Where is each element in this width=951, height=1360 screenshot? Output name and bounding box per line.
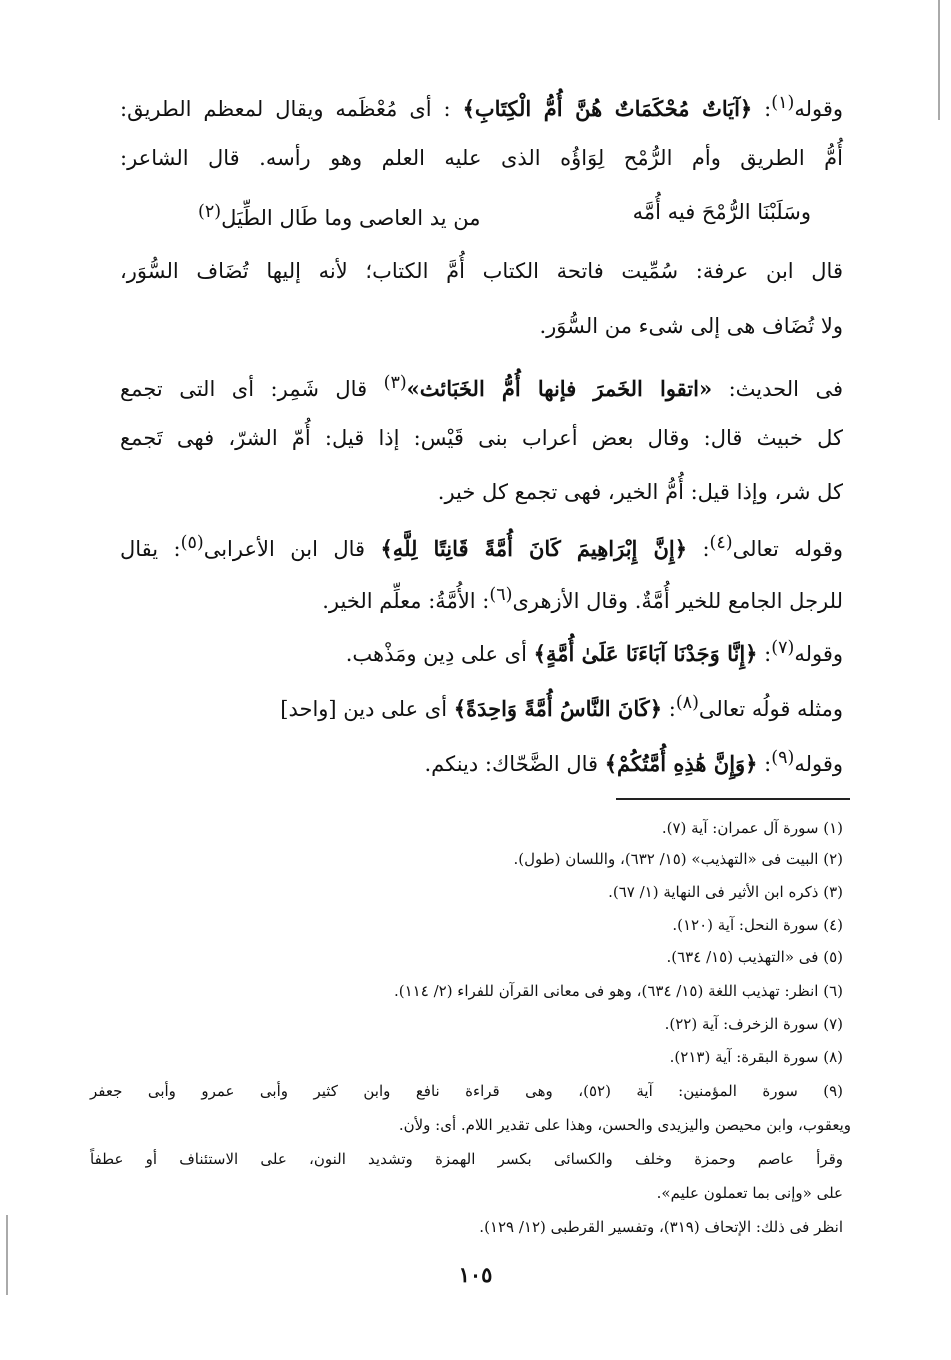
footnote-ref: (٦) bbox=[489, 585, 513, 605]
footnote: (١) سورة آل عمران: آية (٧). bbox=[661, 819, 843, 837]
text-line bbox=[120, 256, 843, 286]
text-span: قال الضَّحّاك: دينكم. bbox=[424, 752, 605, 776]
scan-edge-mark bbox=[938, 0, 940, 120]
footnote-separator bbox=[616, 798, 850, 800]
footnote-continuation: على «وإنى بما تعملون عليم». bbox=[656, 1184, 843, 1202]
text-span: : bbox=[662, 697, 676, 721]
footnote: (٧) سورة الزخرف: آية (٢٢). bbox=[664, 1015, 843, 1033]
footnote: (٤) سورة النحل: آية (١٢٠). bbox=[672, 916, 843, 934]
text-span: : bbox=[757, 642, 772, 666]
text-line bbox=[120, 528, 843, 564]
text-span: : bbox=[757, 752, 772, 776]
footnote: (٩) سورة المؤمنين: آية (٥٢)، وهى قراءة نافع وابن كثير وأبى عمرو وأبى جعفر bbox=[90, 1082, 843, 1100]
text-span: : bbox=[752, 97, 772, 121]
verse-text: وسَلَبْنَا الرُّمْحَ فيه أُمَّه bbox=[632, 200, 811, 224]
text-line bbox=[120, 311, 843, 341]
footnote: (٢) البيت فى «التهذيب» (١٥/ ٦٣٢)، واللسان (طول). bbox=[513, 850, 843, 868]
footnote-continuation: انظر فى ذلك: الإتحاف (٣١٩)، وتفسير القرطبى (١٢/ ١٢٩). bbox=[479, 1218, 843, 1236]
text-line bbox=[120, 477, 843, 507]
text-line bbox=[120, 688, 843, 724]
footnote: (٦) انظر: تهذيب اللغة (١٥/ ٦٣٤)، وهو فى معانى القرآن للفراء (٢/ ١١٤). bbox=[394, 982, 843, 1000]
text-span: ومثله قولُه تعالى bbox=[698, 697, 843, 721]
verse-first-hemistich bbox=[633, 197, 811, 227]
text-span: : bbox=[687, 537, 710, 561]
text-span: قال ابن عرفة: سُمِّيت فاتحة الكتاب أُمَّ الكتاب؛ لأنه إليها تُضَاف السُّوَر، bbox=[120, 259, 843, 283]
scan-edge-mark bbox=[6, 1215, 8, 1295]
footnote-continuation: وقرأ عاصم وحمزة وخلف والكسائى بكسر الهمزة وتشديد النون، على الاستئناف أو عطفاً bbox=[90, 1150, 843, 1168]
quran-quote: ﴿إِنَّ إِبْرَاهِيمَ كَانَ أُمَّةً قَانِتًا لِلَّهِ﴾ bbox=[380, 536, 688, 561]
footnote-ref: (٨) bbox=[675, 693, 699, 713]
page-number: ١٠٥ bbox=[458, 1262, 493, 1287]
footnote-ref: (٥) bbox=[180, 533, 204, 553]
footnote: (٥) فى «التهذيب (١٥/ ٦٣٤). bbox=[666, 948, 843, 966]
footnote-ref: (٢) bbox=[198, 202, 222, 222]
text-line bbox=[120, 88, 843, 124]
footnote-ref: (٣) bbox=[383, 373, 407, 393]
quran-quote: ﴿وَإِنَّ هَٰذِهِ أُمَّتُكُمْ﴾ bbox=[604, 751, 758, 776]
text-span: كل شر، وإذا قيل: أُمُّ الخير، فهى تجمع كل خير. bbox=[437, 480, 843, 504]
text-span: أُمُّ الطريق وأم الرُّمْح لِوَاؤُه الذى عليه العلم وهو رأسه. قال الشاعر: bbox=[120, 146, 843, 170]
text-span: للرجل الجامع للخير أُمَّةٌ. وقال الأزهرى bbox=[512, 589, 843, 613]
footnote: (٣) ذكره ابن الأثير فى النهاية (١/ ٦٧). bbox=[608, 883, 843, 901]
quran-quote: ﴿كَانَ النَّاسُ أُمَّةً وَاحِدَةً﴾ bbox=[453, 696, 663, 721]
hadith-quote: «اتقوا الخَمرَ فإنها أُمُّ الخَبَائث» bbox=[406, 376, 713, 401]
footnote: (٨) سورة البقرة: آية (٢١٣). bbox=[669, 1048, 843, 1066]
text-line bbox=[120, 743, 843, 779]
footnote-continuation: ويعقوب، وابن محيصن واليزيدى والحسن، وهذا على تقدير اللام. أى: ولأن. bbox=[398, 1116, 851, 1134]
text-span: كل خبيث قال: وقال بعض أعراب بنى قَيْس: إذا قيل: أُمّ الشرّ، فهى تَجمع bbox=[120, 426, 843, 450]
text-span: أى على دِين ومَذْهب. bbox=[345, 642, 534, 666]
text-span: : الأُمَّةُ: معلِّم الخير. bbox=[322, 589, 490, 613]
text-span: وقوله تعالى bbox=[732, 537, 843, 561]
text-line bbox=[120, 580, 843, 616]
text-span: قال ابن الأعرابى bbox=[203, 537, 381, 561]
verse-second-hemistich bbox=[198, 197, 481, 233]
text-line bbox=[120, 423, 843, 453]
text-line bbox=[120, 143, 843, 173]
text-span: : يقال bbox=[120, 537, 181, 561]
verse-text: من يد العاصى وما طَال الطِّيَل bbox=[221, 206, 481, 230]
text-span: وقوله bbox=[794, 642, 843, 666]
text-line bbox=[120, 633, 843, 669]
footnote-ref: (٤) bbox=[709, 533, 733, 553]
footnote-ref: (٧) bbox=[771, 638, 795, 658]
text-line bbox=[120, 368, 843, 404]
text-span: وقوله bbox=[794, 97, 843, 121]
text-span: وقوله bbox=[794, 752, 843, 776]
text-span: أى على دين [واحد] bbox=[280, 697, 454, 721]
text-span: قال شَمِر: أى التى تجمع bbox=[120, 377, 384, 401]
text-span: ولا تُضَاف هى إلى شىء من السُّوَر. bbox=[539, 314, 843, 338]
quran-quote: ﴿آيَاتٌ مُحْكَمَاتٌ هُنَّ أُمُّ الْكِتَابِ﴾ bbox=[462, 96, 753, 121]
text-span: : أى مُعْظَمه ويقال لمعظم الطريق: bbox=[120, 97, 463, 121]
footnote-ref: (١) bbox=[771, 93, 795, 113]
footnote-ref: (٩) bbox=[771, 748, 795, 768]
quran-quote: ﴿إِنَّا وَجَدْنَا آبَاءَنَا عَلَىٰ أُمَّةٍ﴾ bbox=[533, 641, 758, 666]
text-span: فى الحديث: bbox=[712, 377, 843, 401]
